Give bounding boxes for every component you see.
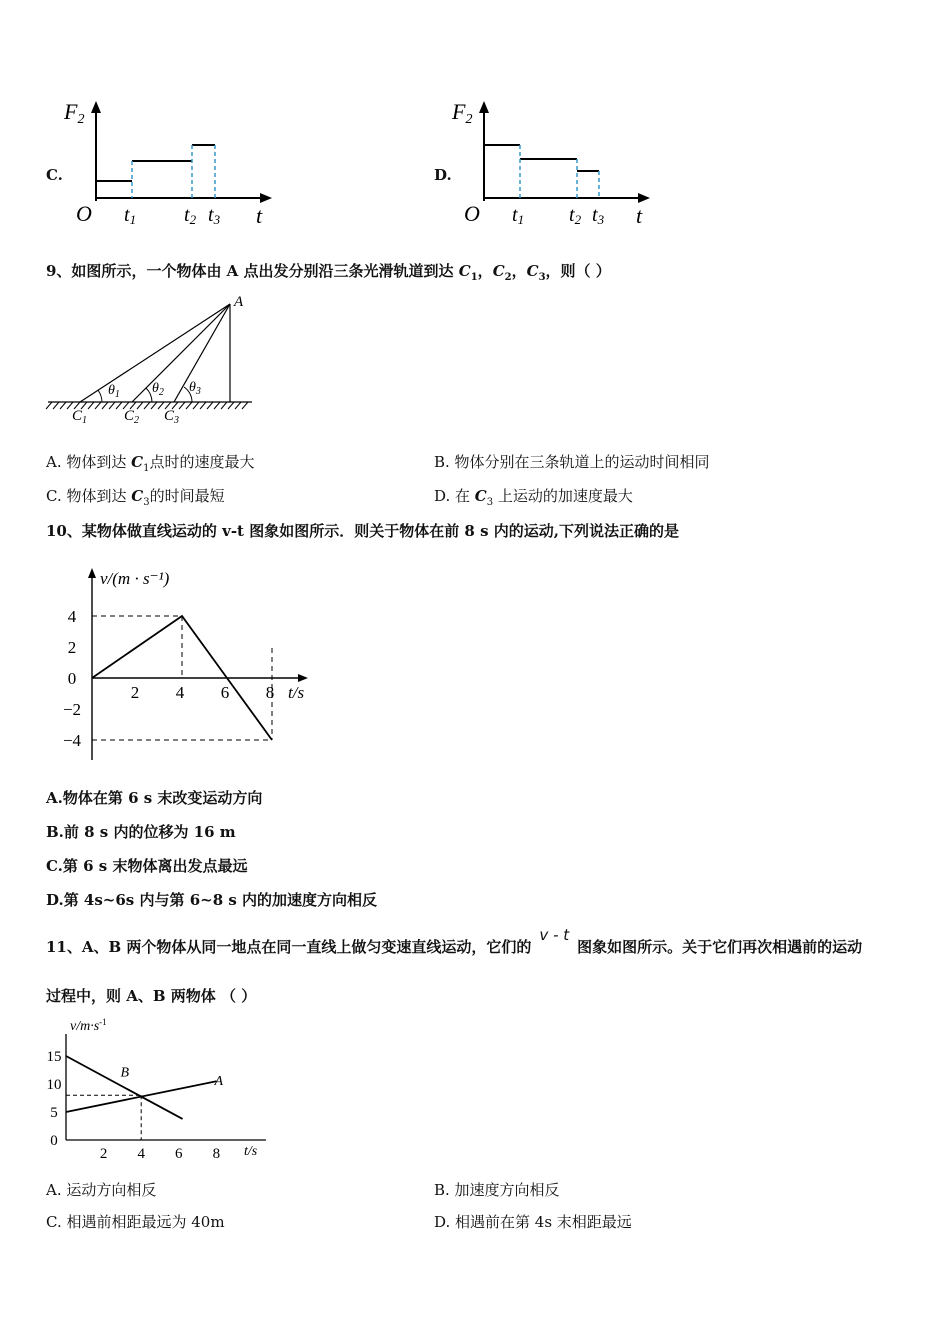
track-c3 xyxy=(174,304,230,402)
q9-option-c[interactable]: C. 物体到达 $C_3$的时间最短 xyxy=(46,487,225,508)
q10-option-c[interactable]: C.第 6 s 末物体离出发点最远 xyxy=(46,857,248,875)
t1-label: t1 xyxy=(512,204,525,227)
q9-option-d[interactable]: D. 在 $C_3$ 上运动的加速度最大 xyxy=(434,487,633,508)
q11-ylabel: $v/m\cdot s^{-1}$ xyxy=(70,1017,107,1034)
hatch-mark xyxy=(102,402,108,409)
q11-xtick-label: 4 xyxy=(137,1146,145,1162)
hatch-mark xyxy=(60,402,66,409)
q10-y-arrow xyxy=(88,568,96,578)
hatch-mark xyxy=(179,402,185,409)
y-label: F2 xyxy=(452,99,473,127)
hatch-mark xyxy=(235,402,241,409)
q10-xtick-label: 8 xyxy=(265,683,275,702)
q10-x-arrow xyxy=(298,674,308,682)
hatch-mark xyxy=(137,402,143,409)
q10-option-a[interactable]: A.物体在第 6 s 末改变运动方向 xyxy=(46,789,263,807)
point-a-label: A xyxy=(234,294,244,310)
q11-vt-chart xyxy=(44,1012,284,1167)
c1-label: $C_1$ xyxy=(72,408,88,425)
x-axis-arrow xyxy=(260,193,272,203)
q11-ytick-label: 0 xyxy=(50,1133,58,1149)
q11-xtick-label: 6 xyxy=(175,1146,183,1162)
hatch-mark xyxy=(200,402,206,409)
theta2-label: $\theta_2$ xyxy=(152,381,164,398)
q10-ytick-label: 4 xyxy=(67,607,77,626)
t1-label: t1 xyxy=(124,204,137,227)
q10-stem: 10、某物体做直线运动的 v-t 图象如图所示．则关于物体在前 8 s 内的运动,下列说法正确的是 xyxy=(46,522,679,540)
q11-stem-line1: 11、A、B 两个物体从同一地点在同一直线上做匀变速直线运动，它们的v - t图象如图所示。关于它们再次相遇前的运动 xyxy=(46,926,863,956)
q10-ytick-label: 0 xyxy=(67,669,77,688)
q9-option-b[interactable]: B. 物体分别在三条轨道上的运动时间相同 xyxy=(434,453,710,471)
q10-ytick-label: 2 xyxy=(67,638,77,657)
hatch-mark xyxy=(95,402,101,409)
hatch-mark xyxy=(186,402,192,409)
option-d-label: D. xyxy=(434,166,452,184)
y-axis-arrow xyxy=(91,101,101,113)
f2-graph-d xyxy=(448,95,668,230)
q9-stem: 9、如图所示，一个物体由 A 点出发分别沿三条光滑轨道到达 $C_1$，$C_2$，$C_3$，则（ ） xyxy=(46,262,611,283)
hatch-mark xyxy=(214,402,220,409)
t2-label: t2 xyxy=(569,204,582,227)
theta1-label: $\theta_1$ xyxy=(108,383,120,400)
incline-figure xyxy=(44,290,259,425)
q10-ytick-label: −4 xyxy=(62,731,82,750)
series-a-label: A xyxy=(214,1074,224,1090)
q11-option-c[interactable]: C. 相遇前相距最远为 40m xyxy=(46,1213,225,1231)
option-c-label: C. xyxy=(46,166,63,184)
x-axis-arrow xyxy=(638,193,650,203)
q11-xtick-label: 8 xyxy=(212,1146,221,1162)
f2-graph-c xyxy=(60,95,280,230)
q10-xtick-label: 2 xyxy=(130,683,140,702)
q9-option-a[interactable]: A. 物体到达 $C_1$点时的速度最大 xyxy=(46,453,255,474)
hatch-mark xyxy=(46,402,52,409)
q11-option-b[interactable]: B. 加速度方向相反 xyxy=(434,1181,560,1199)
vt-symbol: v - t xyxy=(539,926,570,944)
q11-ytick-label: 5 xyxy=(50,1105,58,1121)
y-axis-arrow xyxy=(479,101,489,113)
hatch-mark xyxy=(221,402,227,409)
q10-xtick-label: 4 xyxy=(175,683,185,702)
q11-ytick-label: 10 xyxy=(46,1077,62,1093)
q10-vt-chart xyxy=(60,560,330,770)
y-label: F2 xyxy=(64,99,85,127)
hatch-mark xyxy=(228,402,234,409)
series-b-label: B xyxy=(120,1065,130,1081)
q10-ylabel: v/(m · s⁻¹) xyxy=(100,569,170,588)
hatch-mark xyxy=(144,402,150,409)
hatch-mark xyxy=(53,402,59,409)
q10-ytick-label: −2 xyxy=(62,700,82,719)
hatch-mark xyxy=(242,402,248,409)
hatch-mark xyxy=(193,402,199,409)
angle-arc-1 xyxy=(98,390,102,402)
hatch-mark xyxy=(207,402,213,409)
origin-label: O xyxy=(76,201,92,226)
q10-option-d[interactable]: D.第 4s~6s 内与第 6~8 s 内的加速度方向相反 xyxy=(46,891,378,909)
hatch-mark xyxy=(109,402,115,409)
q11-stem-line2: 过程中，则 A、B 两物体 （ ） xyxy=(46,987,257,1005)
t3-label: t3 xyxy=(592,204,605,227)
x-label: t xyxy=(636,203,643,228)
q10-xlabel: t/s xyxy=(288,683,305,702)
hatch-mark xyxy=(151,402,157,409)
q10-option-b[interactable]: B.前 8 s 内的位移为 16 m xyxy=(46,823,236,841)
c2-label: $C_2$ xyxy=(124,408,140,425)
q10-xtick-label: 6 xyxy=(220,683,230,702)
c3-label: $C_3$ xyxy=(164,408,180,425)
origin-label: O xyxy=(464,201,480,226)
t2-label: t2 xyxy=(184,204,197,227)
q11-option-d[interactable]: D. 相遇前在第 4s 末相距最远 xyxy=(434,1213,632,1231)
q11-xtick-label: 2 xyxy=(99,1146,108,1162)
hatch-mark xyxy=(116,402,122,409)
q11-option-a[interactable]: A. 运动方向相反 xyxy=(46,1181,157,1199)
q11-xlabel: t/s xyxy=(244,1144,258,1159)
track-c2 xyxy=(132,304,230,402)
t3-label: t3 xyxy=(208,204,221,227)
hatch-mark xyxy=(88,402,94,409)
x-label: t xyxy=(256,203,263,228)
q11-ytick-label: 15 xyxy=(46,1049,62,1065)
theta3-label: $\theta_3$ xyxy=(189,380,201,397)
